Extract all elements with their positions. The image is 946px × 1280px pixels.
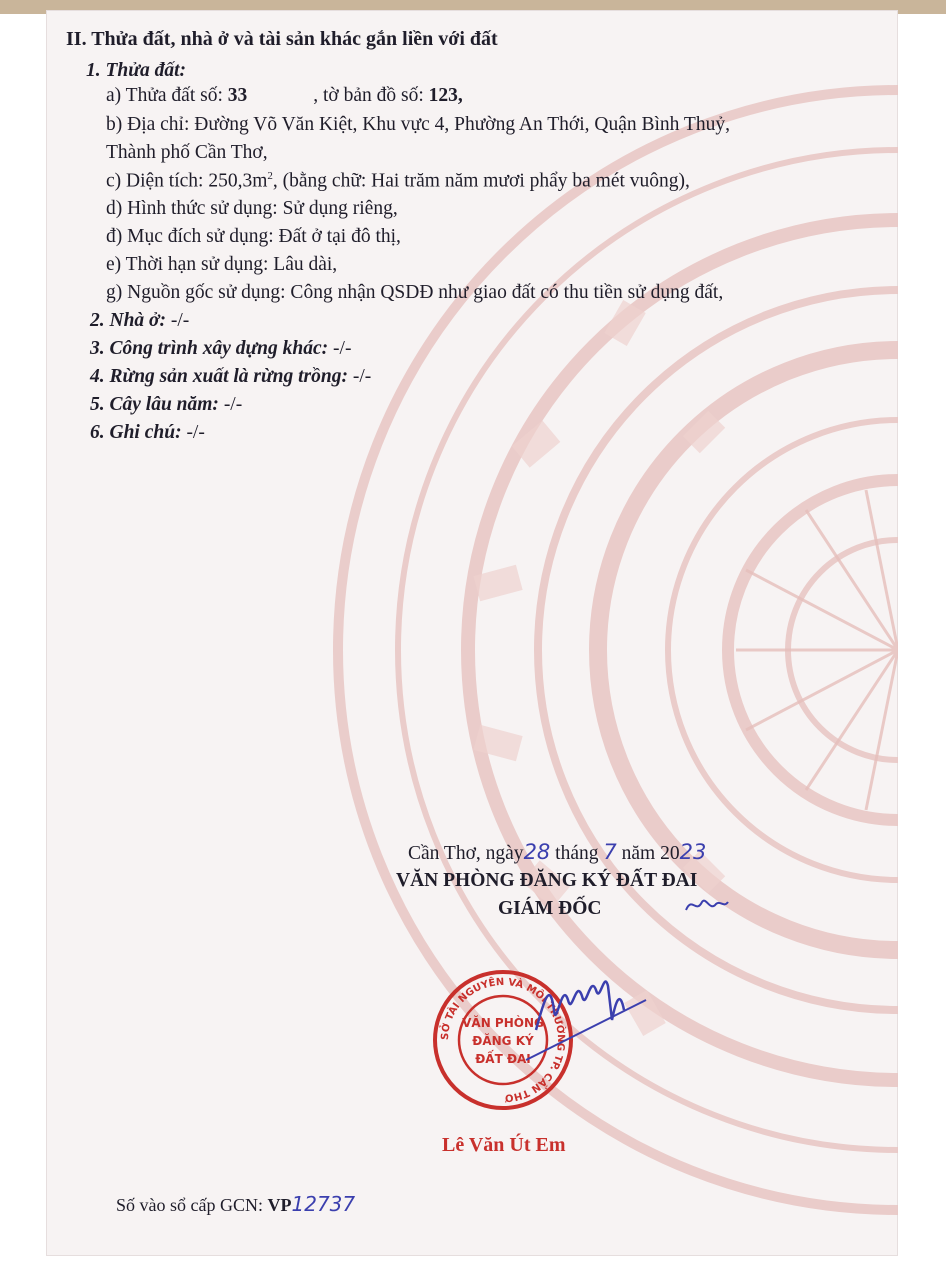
place-date-label: Cần Thơ, ngày (408, 843, 524, 864)
parcel-label: a) Thửa đất số: (106, 85, 228, 106)
year-label: năm 20 (616, 843, 680, 864)
item-label: 6. Ghi chú: (90, 422, 182, 443)
handwritten-year: 23 (679, 840, 707, 864)
usage-purpose-line: đ) Mục đích sử dụng: Đất ở tại đô thị, (106, 226, 401, 247)
area-line (106, 170, 690, 193)
usage-form-line: d) Hình thức sử dụng: Sử dụng riêng, (106, 198, 398, 219)
map-sheet-label: , tờ bản đồ số: (313, 85, 429, 106)
notes-line (90, 422, 205, 444)
director-signature (516, 960, 656, 1070)
registry-prefix: VP (267, 1195, 292, 1215)
parcel-number: 33 (227, 85, 248, 106)
item-label: 5. Cây lâu năm: (90, 394, 219, 415)
registry-line (116, 1192, 355, 1216)
item-label: 2. Nhà ở: (90, 310, 167, 331)
parcel-line (106, 85, 463, 107)
handwritten-day: 28 (523, 840, 551, 864)
forest-line (90, 366, 371, 388)
item-label: 4. Rừng sản xuất là rừng trồng: (90, 366, 348, 387)
handwritten-month: 7 (603, 840, 617, 864)
address-line-2: Thành phố Cần Thơ, (106, 142, 268, 163)
address-line: b) Địa chỉ: Đường Võ Văn Kiệt, Khu vực 4, Phường An Thới, Quận Bình Thuỷ, (106, 114, 730, 135)
registry-number: 12737 (291, 1192, 356, 1216)
area-value: c) Diện tích: 250,3m (106, 170, 268, 192)
perennial-trees-line (90, 394, 242, 416)
item-value: -/- (328, 338, 352, 359)
area-unit-exponent: 2 (267, 170, 273, 182)
place-date-line (408, 840, 706, 865)
seal-line-3: ĐẤT ĐAI (475, 1052, 531, 1066)
issuing-office: VĂN PHÒNG ĐĂNG KÝ ĐẤT ĐAI (396, 870, 698, 891)
certificate-page (46, 10, 898, 1256)
item-label: 3. Công trình xây dựng khác: (90, 338, 329, 359)
signer-name: Lê Văn Út Em (442, 1134, 566, 1156)
seal-ring-text: SỞ TÀI NGUYÊN VÀ MÔI TRƯỜNG TP. CẦN THƠ (439, 976, 567, 1104)
seal-line-2: ĐĂNG KÝ (472, 1034, 534, 1048)
item-value: -/- (166, 310, 190, 331)
item-value: -/- (218, 394, 243, 415)
map-sheet-number: 123, (428, 85, 463, 106)
initial-mark (682, 890, 732, 920)
seal-line-1: VĂN PHÒNG (462, 1016, 544, 1030)
land-heading: 1. Thửa đất: (86, 60, 186, 81)
usage-term-line: e) Thời hạn sử dụng: Lâu dài, (106, 254, 338, 275)
signer-title: GIÁM ĐỐC (498, 898, 602, 919)
other-construction-line (90, 338, 351, 360)
section-title: II. Thửa đất, nhà ở và tài sản khác gắn liền với đất (66, 28, 498, 50)
usage-origin-line: g) Nguồn gốc sử dụng: Công nhận QSDĐ như giao đất có thu tiền sử dụng đất, (106, 282, 724, 303)
house-line (90, 310, 189, 332)
item-value: -/- (348, 366, 372, 387)
month-label: tháng (550, 843, 604, 864)
area-in-words: , (bằng chữ: Hai trăm năm mươi phẩy ba mét vuông), (272, 170, 690, 192)
registry-label: Số vào sổ cấp GCN: (116, 1195, 268, 1215)
item-value: -/- (181, 422, 205, 443)
